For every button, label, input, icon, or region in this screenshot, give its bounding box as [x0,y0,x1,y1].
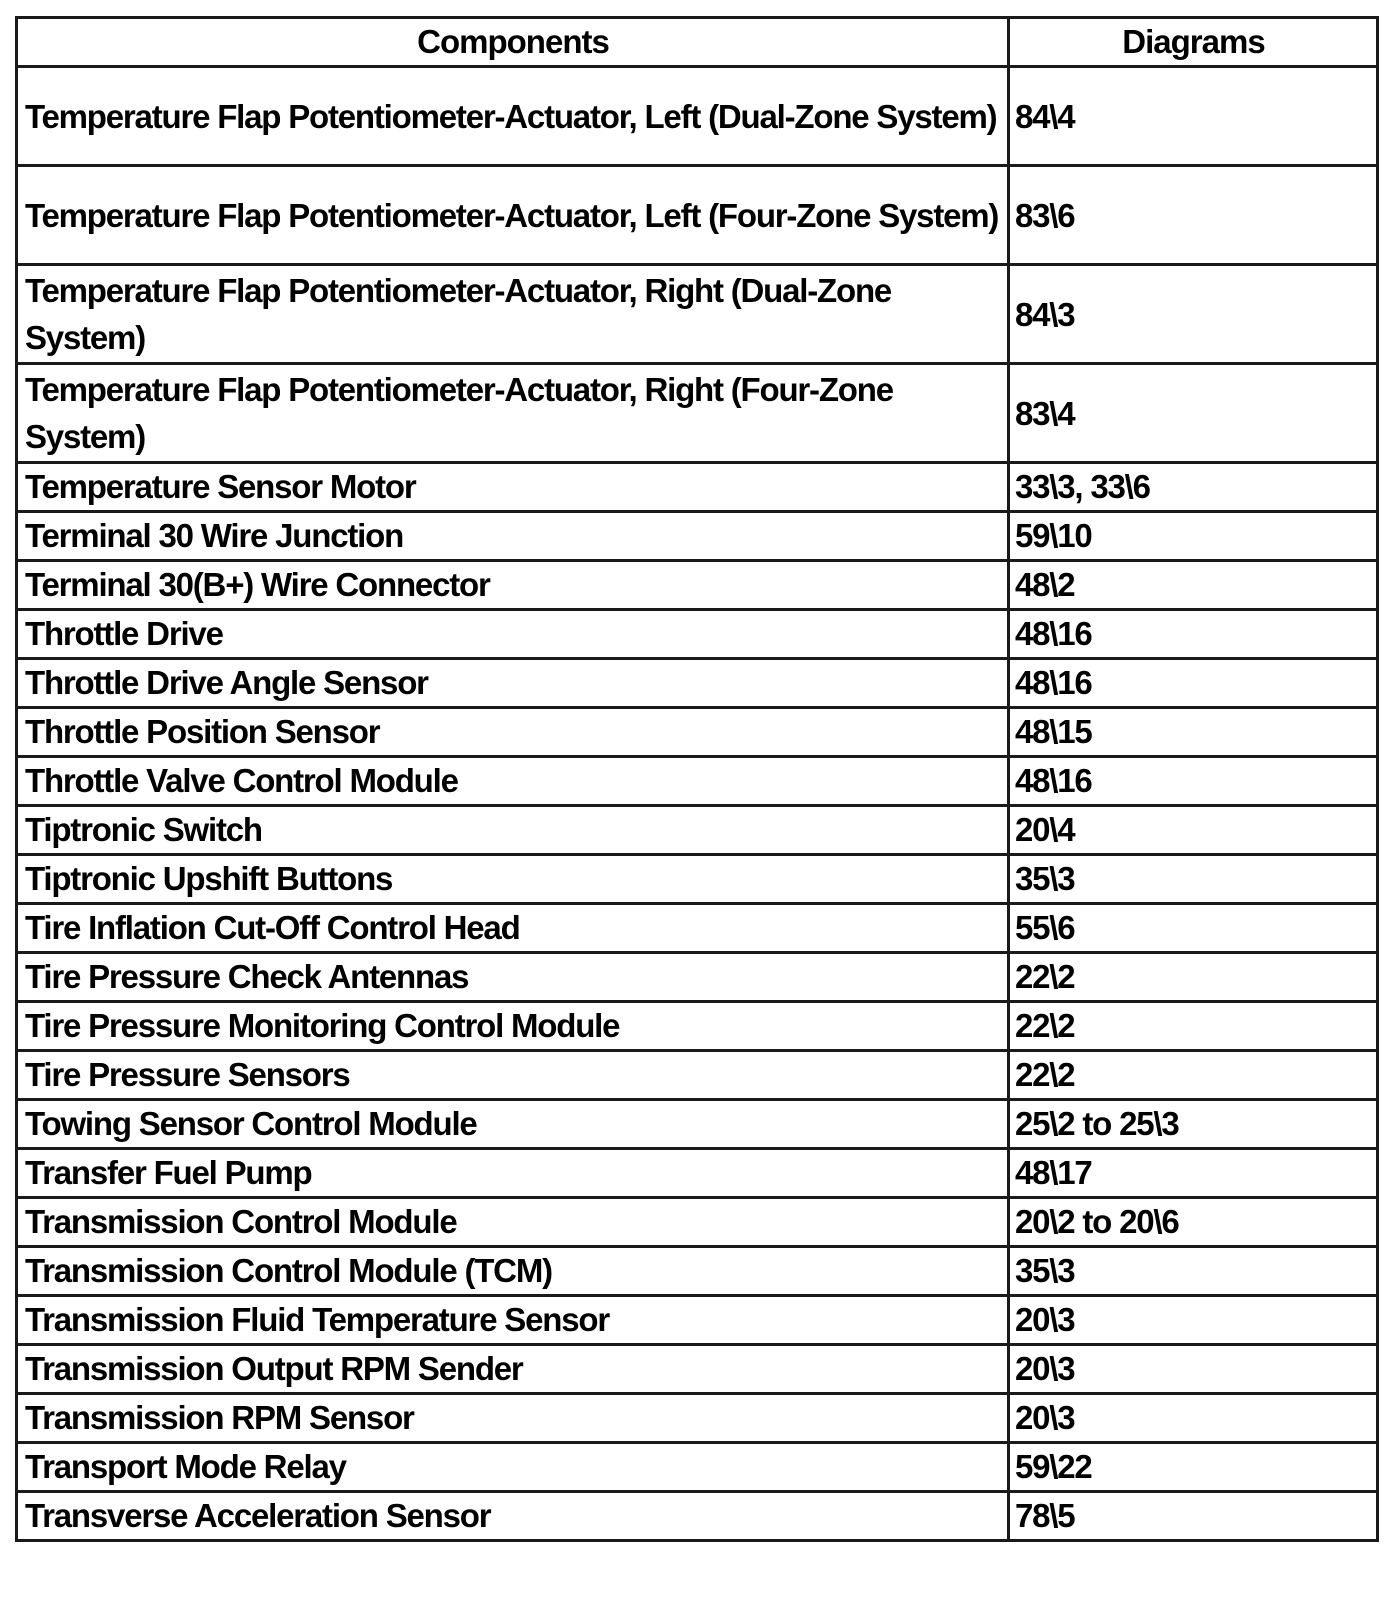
diagram-cell: 35\3 [1009,1247,1378,1296]
diagram-cell: 20\3 [1009,1345,1378,1394]
diagram-cell: 78\5 [1009,1492,1378,1541]
table-row [17,953,1378,1002]
component-cell: Temperature Flap Potentiometer-Actuator, Right (Four-Zone System) [17,364,1009,463]
component-cell: Transmission Output RPM Sender [17,1345,1009,1394]
diagram-cell: 48\2 [1009,561,1378,610]
table-row [17,1149,1378,1198]
table-row [17,1443,1378,1492]
table-row [17,67,1378,166]
table-row [17,1345,1378,1394]
diagram-cell: 20\2 to 20\6 [1009,1198,1378,1247]
table-row [17,855,1378,904]
diagram-cell: 48\17 [1009,1149,1378,1198]
component-cell: Tire Pressure Monitoring Control Module [17,1002,1009,1051]
component-cell: Tire Inflation Cut-Off Control Head [17,904,1009,953]
component-cell: Transmission Fluid Temperature Sensor [17,1296,1009,1345]
diagram-cell: 59\10 [1009,512,1378,561]
table-row [17,659,1378,708]
components-table-container [15,16,1376,1542]
table-row [17,1296,1378,1345]
table-header-row [17,18,1378,67]
table-row [17,265,1378,364]
table-row [17,806,1378,855]
component-cell: Transport Mode Relay [17,1443,1009,1492]
column-header-components: Components [17,18,1009,67]
diagram-cell: 48\16 [1009,659,1378,708]
diagram-cell: 20\3 [1009,1296,1378,1345]
component-cell: Tire Pressure Check Antennas [17,953,1009,1002]
component-cell: Tiptronic Switch [17,806,1009,855]
table-row [17,904,1378,953]
diagram-cell: 20\4 [1009,806,1378,855]
component-cell: Temperature Flap Potentiometer-Actuator, Right (Dual-Zone System) [17,265,1009,364]
component-cell: Temperature Flap Potentiometer-Actuator, Left (Dual-Zone System) [17,67,1009,166]
component-cell: Terminal 30(B+) Wire Connector [17,561,1009,610]
component-cell: Terminal 30 Wire Junction [17,512,1009,561]
diagram-cell: 48\16 [1009,610,1378,659]
table-row [17,757,1378,806]
diagram-cell: 55\6 [1009,904,1378,953]
diagram-cell: 22\2 [1009,953,1378,1002]
diagram-cell: 20\3 [1009,1394,1378,1443]
column-header-diagrams: Diagrams [1009,18,1378,67]
diagram-cell: 84\3 [1009,265,1378,364]
table-row [17,610,1378,659]
components-diagrams-table [15,16,1379,1542]
table-row [17,512,1378,561]
table-row [17,1394,1378,1443]
component-cell: Temperature Sensor Motor [17,463,1009,512]
table-row [17,1100,1378,1149]
diagram-cell: 84\4 [1009,67,1378,166]
diagram-cell: 48\16 [1009,757,1378,806]
component-cell: Transmission Control Module (TCM) [17,1247,1009,1296]
diagram-cell: 33\3, 33\6 [1009,463,1378,512]
component-cell: Transfer Fuel Pump [17,1149,1009,1198]
component-cell: Temperature Flap Potentiometer-Actuator, Left (Four-Zone System) [17,166,1009,265]
diagram-cell: 83\4 [1009,364,1378,463]
diagram-cell: 22\2 [1009,1002,1378,1051]
table-row [17,1051,1378,1100]
component-cell: Transmission Control Module [17,1198,1009,1247]
table-row [17,1247,1378,1296]
component-cell: Towing Sensor Control Module [17,1100,1009,1149]
component-cell: Transmission RPM Sensor [17,1394,1009,1443]
component-cell: Transverse Acceleration Sensor [17,1492,1009,1541]
diagram-cell: 59\22 [1009,1443,1378,1492]
table-row [17,364,1378,463]
table-row [17,1198,1378,1247]
component-cell: Tiptronic Upshift Buttons [17,855,1009,904]
diagram-cell: 83\6 [1009,166,1378,265]
diagram-cell: 48\15 [1009,708,1378,757]
component-cell: Throttle Valve Control Module [17,757,1009,806]
diagram-cell: 35\3 [1009,855,1378,904]
component-cell: Tire Pressure Sensors [17,1051,1009,1100]
table-row [17,1002,1378,1051]
table-row [17,166,1378,265]
diagram-cell: 22\2 [1009,1051,1378,1100]
table-row [17,1492,1378,1541]
component-cell: Throttle Drive Angle Sensor [17,659,1009,708]
component-cell: Throttle Drive [17,610,1009,659]
component-cell: Throttle Position Sensor [17,708,1009,757]
table-row [17,708,1378,757]
table-row [17,561,1378,610]
table-row [17,463,1378,512]
diagram-cell: 25\2 to 25\3 [1009,1100,1378,1149]
